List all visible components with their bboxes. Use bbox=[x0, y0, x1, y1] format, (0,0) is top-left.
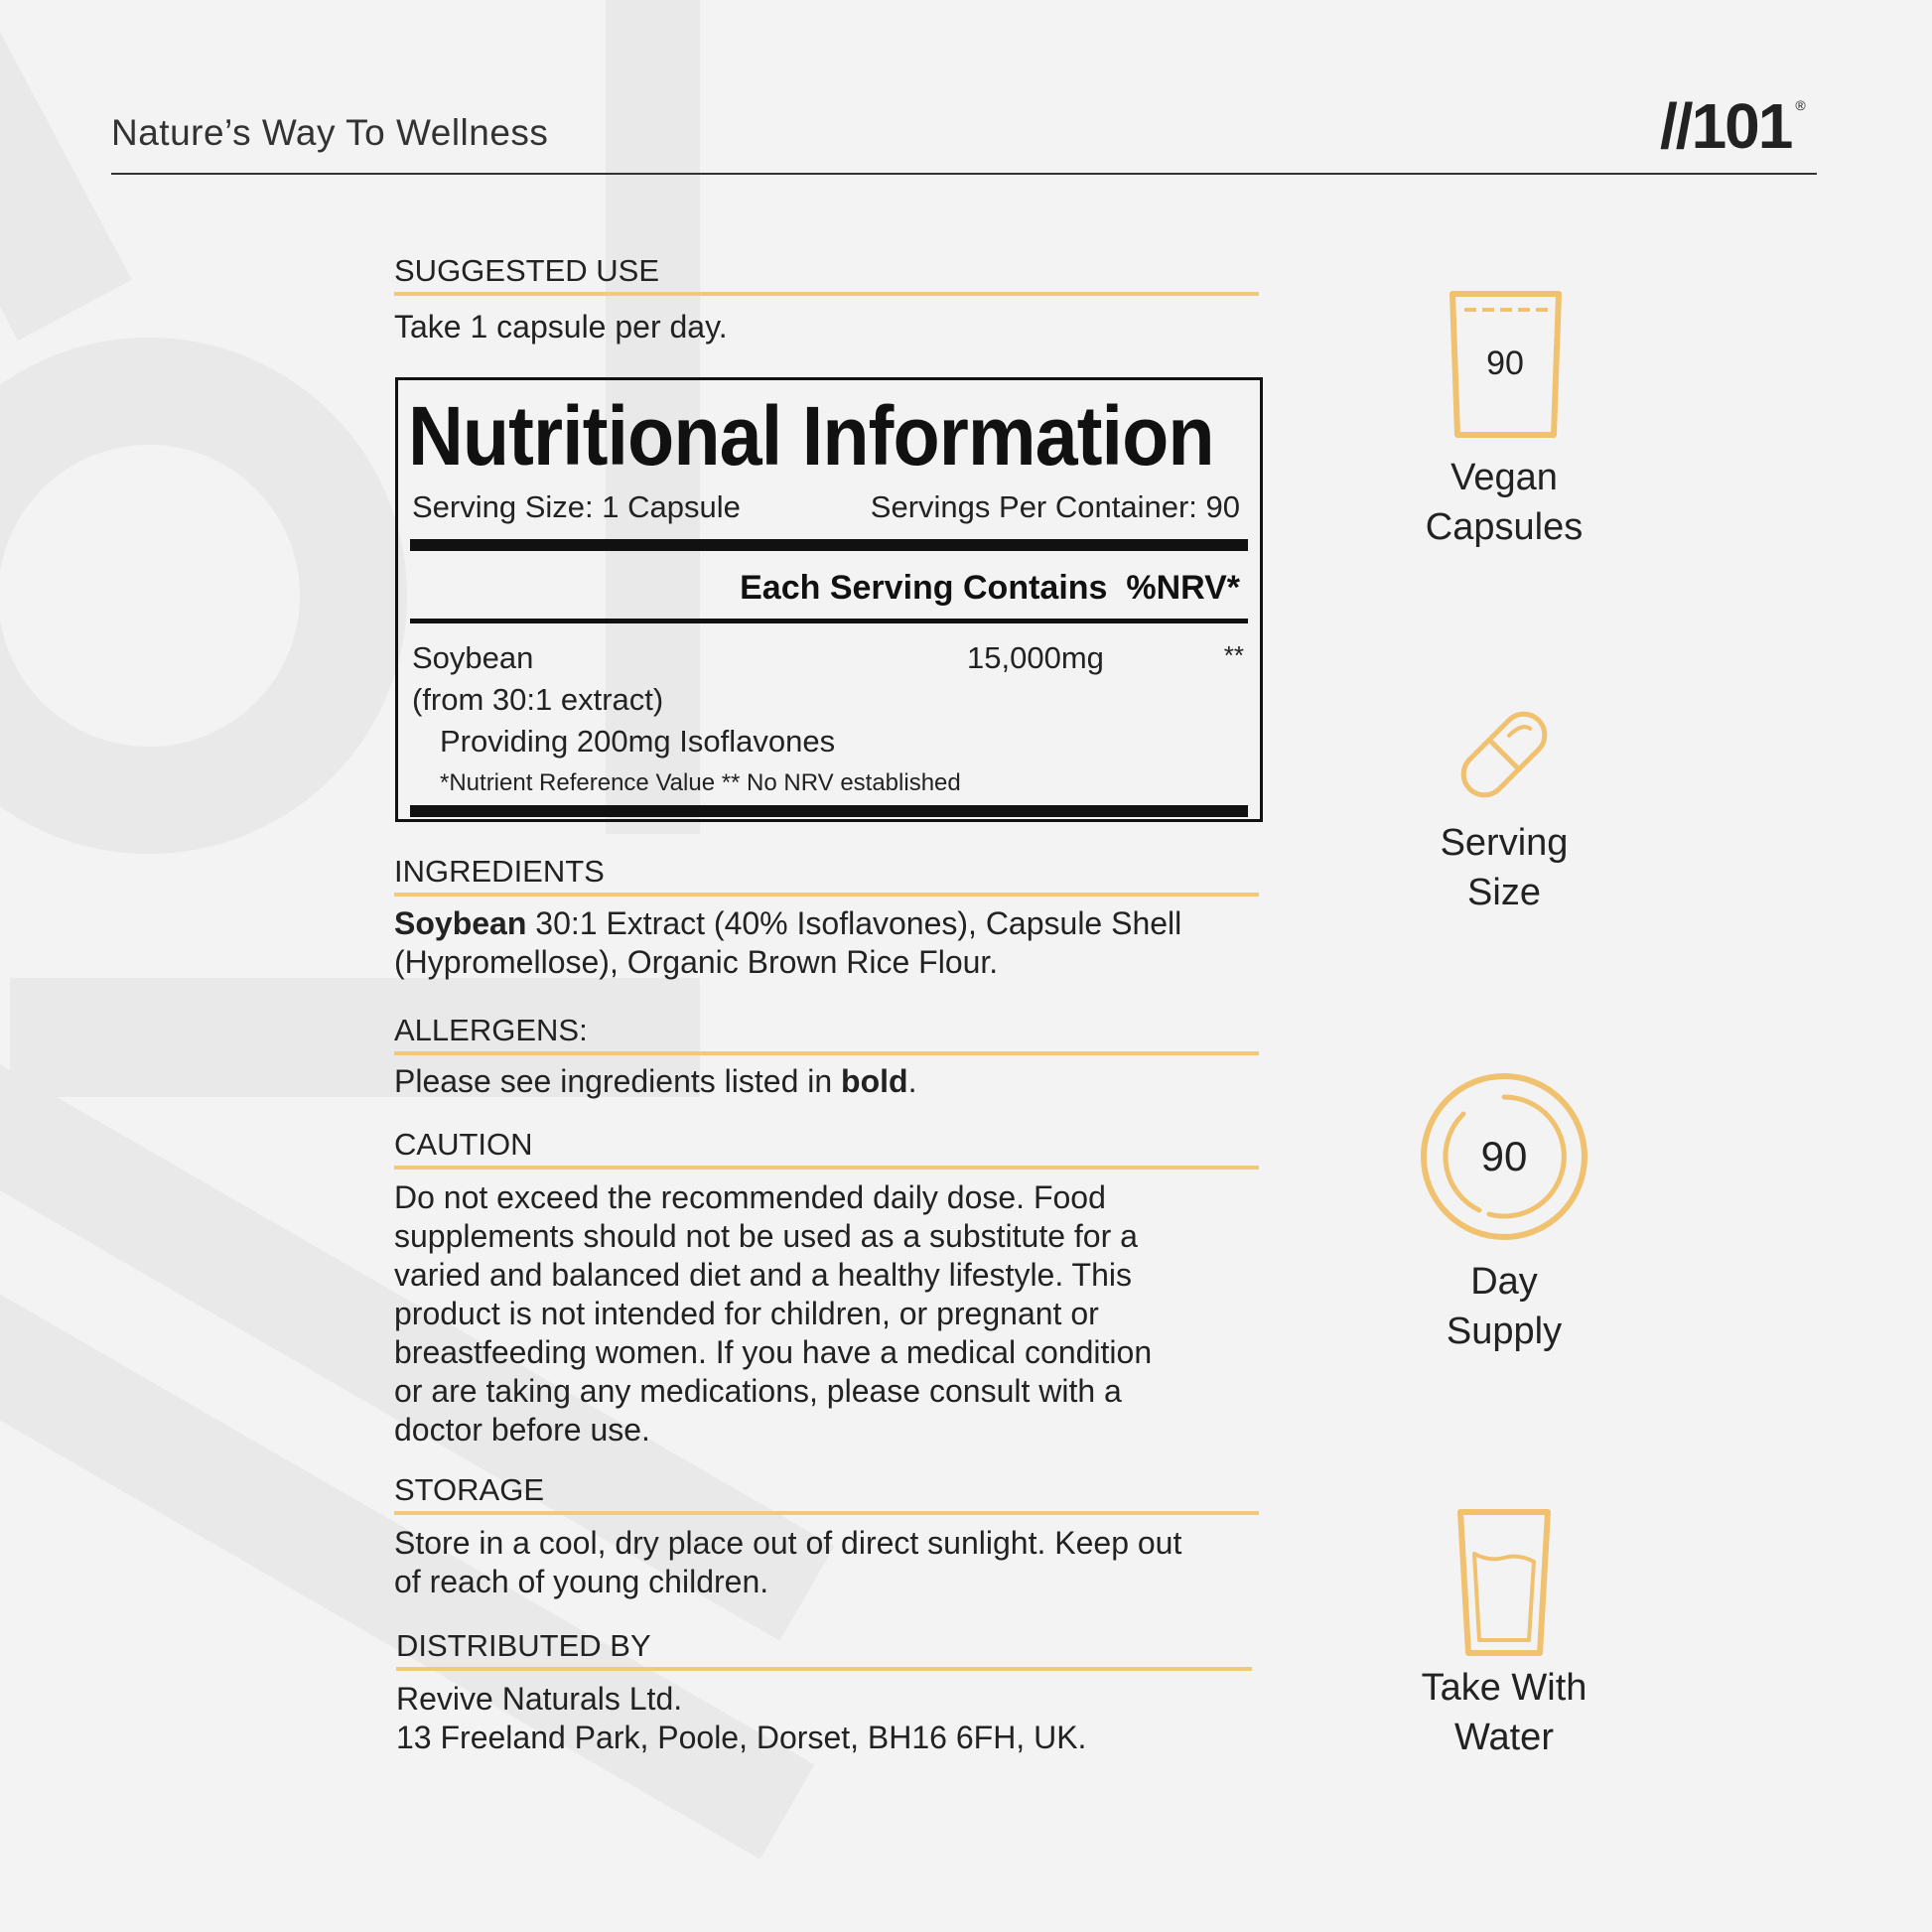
distributed-title: DISTRIBUTED BY bbox=[396, 1628, 651, 1663]
ingredients-rest: 30:1 Extract (40% Isoflavones), Capsule Shell bbox=[526, 905, 1182, 941]
each-serving-header bbox=[740, 569, 1240, 608]
distributor-line: 13 Freeland Park, Poole, Dorset, BH16 6FH, UK. bbox=[396, 1720, 1087, 1755]
vegan-capsules-label bbox=[1365, 453, 1643, 552]
serving-size-label bbox=[1365, 818, 1643, 917]
icon-label-line: Vegan bbox=[1450, 457, 1558, 498]
section-divider bbox=[394, 1511, 1259, 1515]
serving-size: Serving Size: 1 Capsule bbox=[412, 489, 741, 524]
ingredients-title: INGREDIENTS bbox=[394, 854, 605, 889]
each-serving-label: Each Serving Contains bbox=[740, 569, 1108, 607]
caution-line: breastfeeding women. If you have a medical condition bbox=[394, 1334, 1153, 1370]
suggested-use-title: SUGGESTED USE bbox=[394, 253, 659, 288]
ingredients-text bbox=[394, 904, 1181, 982]
caution-title: CAUTION bbox=[394, 1127, 533, 1162]
glass-water-icon bbox=[1454, 1506, 1554, 1660]
section-divider bbox=[396, 1667, 1252, 1671]
nutrient-amount: 15,000mg bbox=[967, 640, 1104, 675]
distributor-text bbox=[396, 1680, 1086, 1757]
distributor-line: Revive Naturals Ltd. bbox=[396, 1681, 683, 1717]
storage-line: Store in a cool, dry place out of direct sunlight. Keep out bbox=[394, 1525, 1182, 1561]
ingredients-line: (Hypromellose), Organic Brown Rice Flour. bbox=[394, 944, 999, 980]
nutrient-name: Soybean bbox=[412, 640, 534, 675]
allergens-text bbox=[394, 1062, 916, 1101]
pouch-icon bbox=[1445, 288, 1569, 442]
panel-divider bbox=[410, 619, 1248, 623]
icon-label-line: Water bbox=[1454, 1717, 1554, 1758]
allergens-bold: bold bbox=[841, 1063, 908, 1099]
nutrient-source: (from 30:1 extract) bbox=[412, 682, 664, 717]
section-divider bbox=[394, 292, 1259, 296]
allergens-after: . bbox=[907, 1063, 917, 1099]
icon-label-line: Day bbox=[1470, 1261, 1538, 1303]
nutrient-providing: Providing 200mg Isoflavones bbox=[440, 724, 836, 759]
caution-line: doctor before use. bbox=[394, 1412, 650, 1448]
header-divider bbox=[111, 173, 1817, 175]
panel-divider bbox=[410, 539, 1248, 551]
nutrition-title: Nutritional Information bbox=[408, 389, 1214, 483]
caution-line: varied and balanced diet and a healthy lifestyle. This bbox=[394, 1257, 1132, 1293]
nutrition-panel bbox=[395, 377, 1263, 822]
logo-text: //101 bbox=[1660, 90, 1792, 162]
storage-text bbox=[394, 1524, 1181, 1601]
watermark-ring bbox=[0, 338, 407, 854]
nrv-header: %NRV* bbox=[1126, 569, 1240, 607]
suggested-use-text: Take 1 capsule per day. bbox=[394, 309, 728, 345]
servings-per-container: Servings Per Container: 90 bbox=[870, 489, 1240, 524]
caution-line: product is not intended for children, or pregnant or bbox=[394, 1296, 1099, 1331]
day-count: 90 bbox=[1480, 1133, 1528, 1179]
caution-line: Do not exceed the recommended daily dose. Food bbox=[394, 1179, 1106, 1215]
section-divider bbox=[394, 1166, 1259, 1170]
capsule-icon bbox=[1449, 700, 1559, 809]
allergens-before: Please see ingredients listed in bbox=[394, 1063, 842, 1099]
storage-line: of reach of young children. bbox=[394, 1564, 769, 1599]
icon-label-line: Size bbox=[1467, 872, 1541, 913]
watermark-shape bbox=[0, 17, 132, 341]
day-supply-label bbox=[1365, 1257, 1643, 1356]
brand-logo bbox=[1660, 89, 1804, 163]
allergens-title: ALLERGENS: bbox=[394, 1013, 588, 1047]
pouch-count: 90 bbox=[1486, 345, 1524, 382]
caution-line: or are taking any medications, please consult with a bbox=[394, 1373, 1122, 1409]
caution-text bbox=[394, 1178, 1152, 1449]
nutrient-nrv: ** bbox=[1223, 640, 1244, 670]
icon-label-line: Supply bbox=[1446, 1311, 1563, 1352]
panel-divider bbox=[410, 805, 1248, 817]
icon-label-line: Capsules bbox=[1425, 506, 1584, 548]
section-divider bbox=[394, 1051, 1259, 1055]
take-with-water-label bbox=[1365, 1663, 1643, 1762]
bold-ingredient: Soybean bbox=[394, 905, 527, 941]
tagline: Nature’s Way To Wellness bbox=[111, 112, 549, 153]
ingredients-line bbox=[394, 904, 1181, 943]
nrv-footnote: *Nutrient Reference Value ** No NRV established bbox=[440, 769, 961, 796]
day-ring-icon bbox=[1418, 1070, 1590, 1243]
storage-title: STORAGE bbox=[394, 1472, 545, 1507]
icon-label-line: Take With bbox=[1421, 1667, 1587, 1709]
registered-mark: ® bbox=[1795, 97, 1804, 113]
icon-label-line: Serving bbox=[1440, 822, 1569, 864]
section-divider bbox=[394, 893, 1259, 897]
caution-line: supplements should not be used as a substitute for a bbox=[394, 1218, 1138, 1254]
